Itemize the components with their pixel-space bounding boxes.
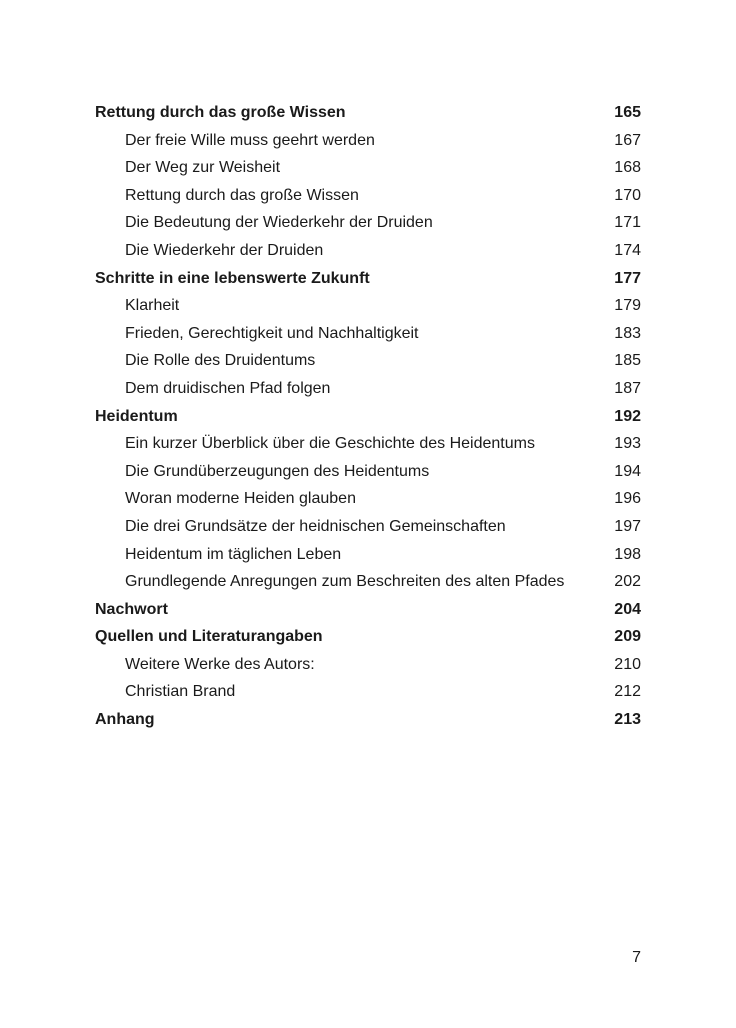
- toc-section-entry: [95, 237, 641, 265]
- toc-section-entry: [95, 485, 641, 513]
- toc-entry-page: 165: [614, 104, 641, 121]
- toc-entry-title: Die Wiederkehr der Druiden: [125, 241, 324, 259]
- toc-entry-page: 197: [614, 517, 641, 535]
- table-of-contents: [95, 99, 641, 734]
- toc-section-entry: [95, 651, 641, 679]
- toc-entry-title: Die Grundüberzeugungen des Heidentums: [125, 462, 430, 480]
- toc-section-entry: [95, 513, 641, 541]
- toc-entry-page: 193: [614, 435, 641, 453]
- toc-entry-title: Nachwort: [95, 600, 168, 618]
- toc-entry-page: 202: [614, 573, 641, 591]
- page-number: 7: [632, 949, 641, 966]
- toc-section-entry: [95, 127, 641, 155]
- toc-chapter-entry: [95, 403, 641, 431]
- toc-entry-title: Woran moderne Heiden glauben: [125, 490, 356, 508]
- toc-entry-title: Christian Brand: [125, 683, 236, 701]
- toc-section-entry: [95, 320, 641, 348]
- toc-section-entry: [95, 209, 641, 237]
- toc-entry-title: Rettung durch das große Wissen: [95, 104, 346, 121]
- toc-entry-title: Klarheit: [125, 297, 180, 315]
- toc-entry-title: Ein kurzer Überblick über die Geschichte des Heidentums: [125, 435, 535, 453]
- toc-entry-page: 194: [614, 462, 641, 480]
- toc-chapter-entry: [95, 706, 641, 734]
- toc-entry-title: Anhang: [95, 711, 155, 729]
- toc-entry-title: Der Weg zur Weisheit: [125, 159, 281, 177]
- toc-entry-title: Der freie Wille muss geehrt werden: [125, 131, 375, 149]
- toc-entry-page: 170: [614, 186, 641, 204]
- toc-entry-page: 204: [614, 600, 641, 618]
- toc-entry-page: 168: [614, 159, 641, 177]
- toc-section-entry: [95, 458, 641, 486]
- toc-entry-page: 192: [614, 407, 641, 425]
- toc-section-entry: [95, 541, 641, 569]
- toc-entry-title: Heidentum: [95, 407, 178, 425]
- toc-entry-page: 212: [614, 683, 641, 701]
- toc-chapter-entry: [95, 623, 641, 651]
- toc-entry-page: 196: [614, 490, 641, 508]
- toc-entry-page: 167: [614, 131, 641, 149]
- toc-entry-title: Die drei Grundsätze der heidnischen Gemeinschaften: [125, 517, 506, 535]
- toc-entry-page: 177: [614, 269, 641, 287]
- toc-entry-title: Quellen und Literaturangaben: [95, 628, 323, 646]
- toc-section-entry: [95, 568, 641, 596]
- toc-entry-page: 179: [614, 297, 641, 315]
- toc-chapter-entry: [95, 265, 641, 293]
- toc-chapter-entry: [95, 596, 641, 624]
- toc-entry-title: Die Rolle des Druidentums: [125, 352, 316, 370]
- toc-section-entry: [95, 182, 641, 210]
- toc-entry-title: Dem druidischen Pfad folgen: [125, 379, 331, 397]
- toc-entry-title: Rettung durch das große Wissen: [125, 186, 359, 204]
- toc-entry-title: Frieden, Gerechtigkeit und Nachhaltigkeit: [125, 324, 419, 342]
- toc-entry-title: Schritte in eine lebenswerte Zukunft: [95, 269, 370, 287]
- toc-entry-title: Die Bedeutung der Wiederkehr der Druiden: [125, 214, 433, 232]
- toc-chapter-entry: [95, 99, 641, 127]
- toc-entry-page: 209: [614, 628, 641, 646]
- toc-section-entry: [95, 375, 641, 403]
- toc-entry-page: 210: [614, 655, 641, 673]
- toc-entry-page: 185: [614, 352, 641, 370]
- toc-section-entry: [95, 347, 641, 375]
- toc-entry-page: 174: [614, 241, 641, 259]
- toc-entry-page: 183: [614, 324, 641, 342]
- toc-section-entry: [95, 154, 641, 182]
- toc-entry-title: Weitere Werke des Autors:: [125, 655, 315, 673]
- toc-section-entry: [95, 292, 641, 320]
- toc-entry-page: 187: [614, 379, 641, 397]
- toc-entry-title: Grundlegende Anregungen zum Beschreiten des alten Pfades: [125, 573, 565, 591]
- toc-entry-page: 198: [614, 545, 641, 563]
- toc-entry-page: 213: [614, 711, 641, 729]
- toc-section-entry: [95, 678, 641, 706]
- toc-entry-page: 171: [614, 214, 641, 232]
- toc-entry-title: Heidentum im täglichen Leben: [125, 545, 342, 563]
- toc-section-entry: [95, 430, 641, 458]
